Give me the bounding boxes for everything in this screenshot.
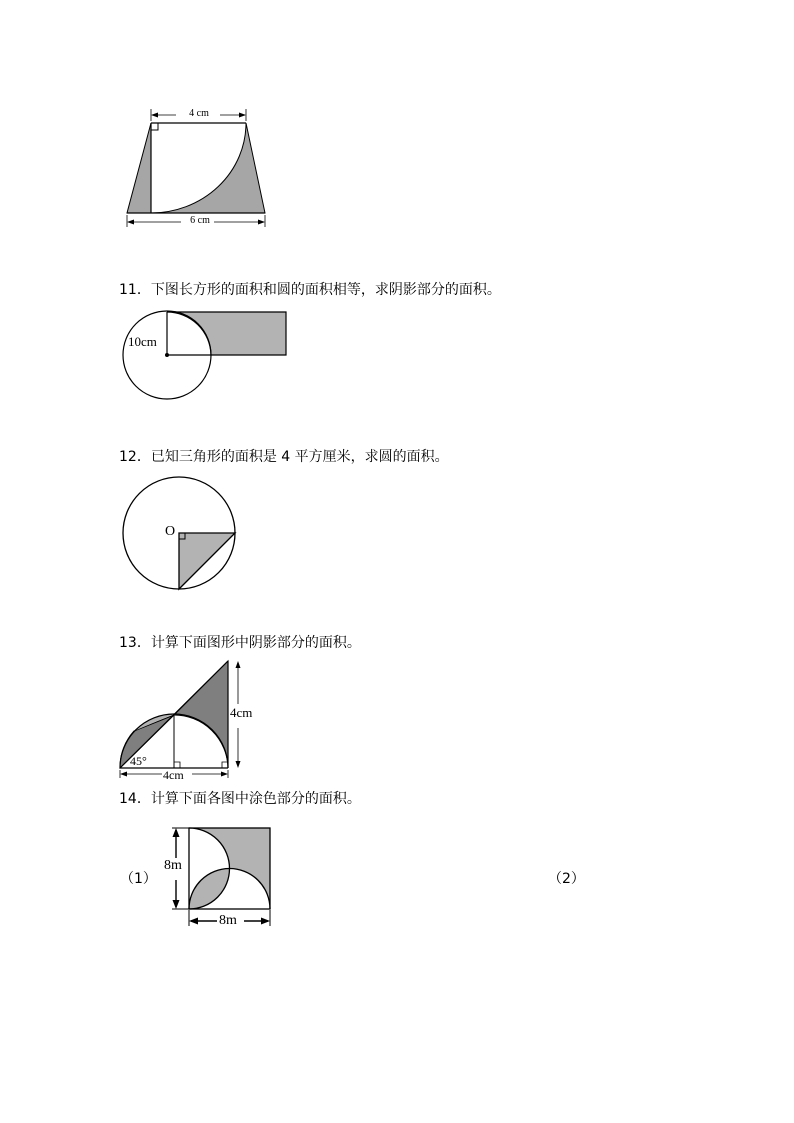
question-12: 12．已知三角形的面积是 4 平方厘米，求圆的面积。 [119,449,449,465]
q11-figure [118,308,293,403]
height-label: 4cm [230,705,253,720]
base-label: 4cm [163,768,184,782]
bottom-width-label: 6 cm [190,215,210,226]
left-shaded-triangle [127,123,151,213]
part-2-label: （2） [548,871,585,887]
shaded-triangle [179,533,235,589]
shaded-rectangle [167,312,286,355]
q14-width-label: 8m [219,913,237,928]
part-1-label: （1） [120,871,157,887]
top-width-label: 4 cm [189,108,209,119]
right-angle-mark [151,123,158,130]
radius-label: 10cm [128,334,157,349]
center-label: O [165,524,176,539]
q14-height-label: 8m [164,858,182,873]
angle-label: 45° [130,754,147,768]
question-13: 13．计算下面图形中阴影部分的面积。 [119,635,361,651]
question-14: 14．计算下面各图中涂色部分的面积。 [119,791,361,807]
center-dot [165,353,169,357]
right-shaded-region [151,123,265,213]
q12-figure [120,476,240,594]
question-11: 11．下图长方形的面积和圆的面积相等，求阴影部分的面积。 [119,282,501,298]
